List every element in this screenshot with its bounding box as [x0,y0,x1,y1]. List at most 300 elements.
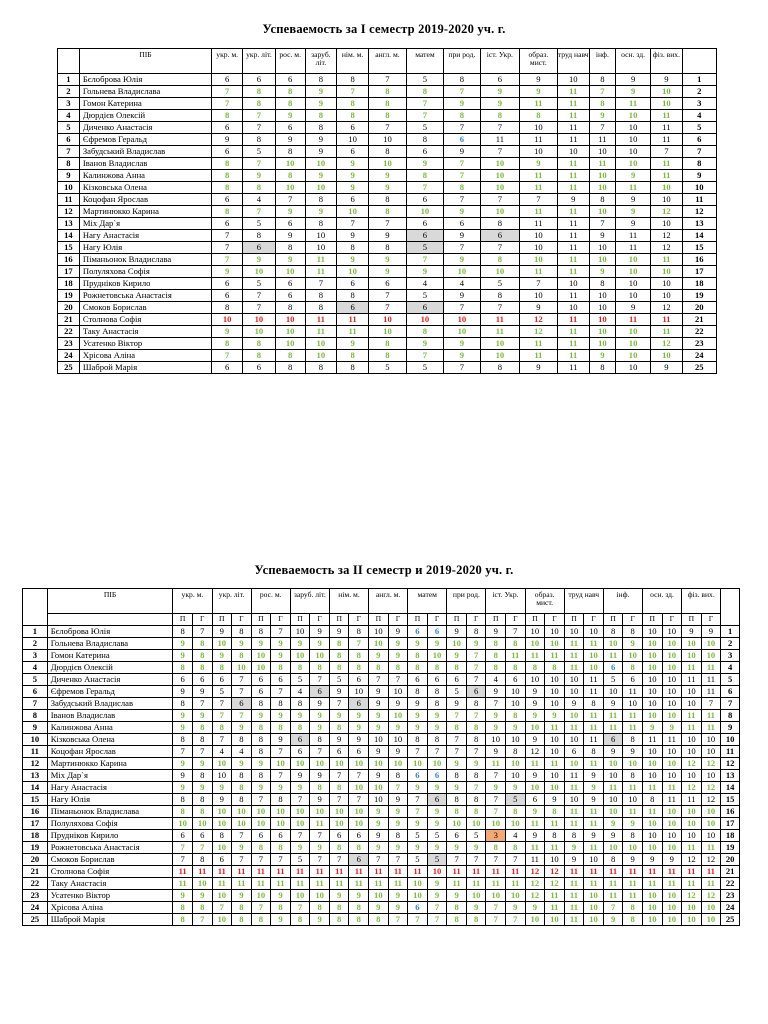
grade-cell: 11 [603,782,623,794]
header-subject: образ. мист. [520,49,557,74]
grade-cell: 11 [615,98,650,110]
grade-cell: 9 [173,722,193,734]
grade-cell: 7 [506,626,526,638]
grade-cell: 10 [545,782,565,794]
table-row [58,266,717,278]
grade-cell: 7 [701,698,721,710]
grade-cell: 10 [525,782,545,794]
grade-cell: 10 [603,758,623,770]
student-name: Таку Анастасія [47,878,173,890]
grade-cell: 11 [564,782,584,794]
grade-cell: 8 [212,302,243,314]
grade-cell: 9 [466,842,486,854]
grade-cell: 7 [329,698,349,710]
grade-cell: 10 [682,830,702,842]
grade-cell: 7 [466,782,486,794]
grade-cell: 10 [642,890,662,902]
table-row [23,746,740,758]
grade-cell: 8 [545,830,565,842]
grade-cell: 10 [466,818,486,830]
grade-cell: 7 [310,746,330,758]
grade-cell: 9 [310,626,330,638]
subheader-p: П [447,614,467,626]
grade-cell: 9 [310,914,330,926]
row-number: 18 [23,830,48,842]
grade-cell: 7 [243,122,275,134]
grade-cell: 11 [584,866,604,878]
table-row [23,734,740,746]
grade-cell: 8 [506,638,526,650]
grade-cell: 10 [290,818,310,830]
grade-cell: 11 [557,122,589,134]
grade-cell: 8 [447,794,467,806]
grade-cell: 9 [520,86,557,98]
table-row [58,242,717,254]
grade-cell: 9 [232,842,252,854]
grade-cell: 10 [651,194,682,206]
grade-cell: 7 [447,854,467,866]
grade-cell: 10 [369,326,406,338]
grade-cell: 11 [290,878,310,890]
grade-cell: 9 [349,710,369,722]
grade-cell: 8 [173,914,193,926]
grade-cell: 5 [290,674,310,686]
grade-cell: 12 [525,746,545,758]
grade-cell: 6 [232,698,252,710]
grade-cell: 9 [662,854,682,866]
grade-cell: 7 [444,194,480,206]
row-number: 22 [23,878,48,890]
student-name: Гомон Катерина [47,650,173,662]
grade-cell: 11 [212,878,232,890]
grade-cell: 7 [232,674,252,686]
subheader-g: Г [349,614,369,626]
grade-cell: 10 [271,818,291,830]
grade-cell: 9 [336,182,368,194]
grade-cell: 6 [369,278,406,290]
grade-cell: 8 [336,290,368,302]
grade-cell: 12 [701,794,721,806]
grade-cell: 11 [349,878,369,890]
grade-cell: 10 [349,806,369,818]
grade-cell: 8 [243,98,275,110]
grade-cell: 10 [329,818,349,830]
header-number [58,49,80,74]
grade-cell: 7 [329,770,349,782]
grade-cell: 8 [623,770,643,782]
grade-cell: 7 [232,710,252,722]
grade-cell: 11 [584,734,604,746]
grade-cell: 7 [271,854,291,866]
grade-cell: 10 [275,158,305,170]
grade-cell: 7 [243,302,275,314]
grade-cell: 7 [173,842,193,854]
grade-cell: 10 [623,698,643,710]
grade-cell: 10 [623,650,643,662]
grade-cell: 8 [271,842,291,854]
grade-cell: 10 [447,818,467,830]
grade-cell: 10 [545,638,565,650]
table-row [58,230,717,242]
table-row [58,86,717,98]
grade-cell: 6 [243,362,275,374]
grade-cell: 7 [349,770,369,782]
grade-cell: 9 [564,698,584,710]
grade-cell: 8 [329,842,349,854]
grade-cell: 11 [520,98,557,110]
grade-cell: 11 [701,674,721,686]
grade-cell: 7 [212,254,243,266]
grade-cell: 7 [212,698,232,710]
grade-cell: 7 [480,302,520,314]
table-row [23,830,740,842]
grade-cell: 10 [651,350,682,362]
grade-cell: 7 [212,98,243,110]
row-number: 11 [23,746,48,758]
grade-cell: 6 [427,770,447,782]
grade-cell: 9 [486,746,506,758]
grade-cell: 6 [349,698,369,710]
grade-cell: 6 [444,134,480,146]
subheader-g: Г [192,614,212,626]
grade-cell: 9 [486,710,506,722]
grade-cell: 10 [192,818,212,830]
subheader-p: П [290,614,310,626]
row-number-end: 8 [682,158,717,170]
grade-cell: 11 [329,866,349,878]
grade-cell: 10 [525,626,545,638]
grade-cell: 8 [349,842,369,854]
grade-cell: 10 [349,686,369,698]
grade-cell: 11 [584,806,604,818]
grade-cell: 11 [615,314,650,326]
row-number-end: 18 [721,830,740,842]
grade-cell: 10 [192,878,212,890]
row-number: 17 [58,266,80,278]
grade-cell: 8 [589,278,615,290]
row-number: 17 [23,818,48,830]
grade-cell: 7 [369,290,406,302]
grade-cell: 8 [480,254,520,266]
grade-cell: 10 [662,746,682,758]
grade-cell: 11 [701,878,721,890]
grade-cell: 9 [251,638,271,650]
grade-cell: 11 [662,866,682,878]
row-number: 20 [58,302,80,314]
grade-cell: 9 [192,782,212,794]
grade-cell: 5 [406,290,443,302]
grade-cell: 7 [486,794,506,806]
student-name: Диченко Анастасія [79,122,211,134]
grade-cell: 6 [212,362,243,374]
grade-cell: 9 [603,746,623,758]
grade-cell: 11 [564,890,584,902]
grade-cell: 9 [369,818,389,830]
grade-cell: 6 [447,674,467,686]
student-name: Бєлоброва Юлія [79,74,211,86]
grade-cell: 11 [557,170,589,182]
student-name: Дюрдієв Олексій [79,110,211,122]
grade-cell: 10 [662,758,682,770]
grade-cell: 6 [290,746,310,758]
grade-cell: 8 [388,770,408,782]
table-row [58,74,717,86]
grade-cell: 9 [623,854,643,866]
table-row [58,122,717,134]
grade-cell: 7 [336,218,368,230]
grade-cell: 8 [232,794,252,806]
grade-cell: 9 [701,626,721,638]
grade-cell: 7 [406,350,443,362]
grade-cell: 8 [603,854,623,866]
grade-cell: 10 [682,902,702,914]
grade-cell: 6 [427,626,447,638]
grade-cell: 11 [305,266,336,278]
grade-cell: 10 [682,650,702,662]
grade-cell: 6 [336,122,368,134]
grade-cell: 11 [520,134,557,146]
grade-cell: 11 [557,254,589,266]
grade-cell: 11 [520,218,557,230]
row-number-end: 3 [682,98,717,110]
grade-cell: 12 [545,866,565,878]
grade-cell: 7 [369,674,389,686]
grade-cell: 6 [275,290,305,302]
grade-cell: 9 [584,830,604,842]
grade-cell: 9 [545,794,565,806]
grade-cell: 8 [584,698,604,710]
grade-cell: 10 [243,314,275,326]
grade-cell: 8 [271,902,291,914]
row-number: 21 [58,314,80,326]
grade-cell: 9 [444,230,480,242]
student-name: Прудніков Кирило [79,278,211,290]
grade-cell: 9 [173,758,193,770]
grade-cell: 10 [427,650,447,662]
grade-cell: 8 [212,338,243,350]
row-number: 9 [23,722,48,734]
student-name: Усатенко Віктор [79,338,211,350]
grade-cell: 10 [212,890,232,902]
grade-cell: 10 [701,734,721,746]
grade-cell: 9 [623,746,643,758]
grade-cell: 9 [447,626,467,638]
grade-cell: 6 [271,674,291,686]
grade-cell: 10 [615,278,650,290]
grade-cell: 11 [584,878,604,890]
grade-cell: 10 [388,734,408,746]
grade-cell: 9 [615,86,650,98]
row-number-end: 17 [721,818,740,830]
grade-cell: 10 [615,266,650,278]
grade-cell: 10 [251,818,271,830]
grade-cell: 11 [557,230,589,242]
row-number-end: 5 [721,674,740,686]
grade-cell: 8 [506,806,526,818]
grade-cell: 9 [305,86,336,98]
grade-cell: 9 [584,794,604,806]
table-row [23,698,740,710]
grade-cell: 9 [466,758,486,770]
grade-cell: 8 [192,722,212,734]
grade-cell: 9 [408,722,428,734]
grade-cell: 10 [310,890,330,902]
header-row [58,49,717,74]
row-number: 15 [23,794,48,806]
grade-cell: 12 [682,782,702,794]
grade-cell: 11 [369,878,389,890]
grade-cell: 11 [623,890,643,902]
table-row [58,338,717,350]
grade-cell: 9 [486,626,506,638]
grade-cell: 10 [545,674,565,686]
grade-cell: 12 [682,854,702,866]
grade-cell: 8 [305,218,336,230]
grade-cell: 9 [192,686,212,698]
grade-cell: 7 [192,698,212,710]
grade-cell: 10 [642,902,662,914]
grade-cell: 12 [651,338,682,350]
grade-cell: 11 [310,878,330,890]
grade-cell: 10 [506,734,526,746]
grade-cell: 10 [290,758,310,770]
grade-cell: 9 [408,698,428,710]
grade-cell: 10 [545,698,565,710]
student-name: Полуляхова Софія [47,818,173,830]
grade-cell: 9 [480,98,520,110]
grade-cell: 10 [603,794,623,806]
grade-cell: 10 [212,842,232,854]
grade-cell: 10 [603,806,623,818]
grade-cell: 10 [271,806,291,818]
grade-cell: 8 [388,830,408,842]
grade-cell: 9 [243,170,275,182]
grade-cell: 11 [564,902,584,914]
grade-cell: 9 [427,878,447,890]
grade-cell: 11 [545,902,565,914]
grade-cell: 11 [525,758,545,770]
grade-cell: 9 [329,686,349,698]
grade-cell: 9 [520,158,557,170]
grade-cell: 9 [369,266,406,278]
table-row [23,686,740,698]
grade-cell: 8 [447,662,467,674]
grade-cell: 11 [623,806,643,818]
grade-cell: 9 [310,770,330,782]
grade-cell: 11 [682,710,702,722]
grade-cell: 7 [444,158,480,170]
student-name: Іванов Владислав [79,158,211,170]
grade-cell: 12 [651,242,682,254]
grade-cell: 8 [212,170,243,182]
grade-cell: 8 [305,290,336,302]
grade-cell: 11 [662,878,682,890]
grade-cell: 6 [212,194,243,206]
grade-cell: 6 [525,794,545,806]
row-number-end: 14 [682,230,717,242]
grade-cell: 10 [682,686,702,698]
grade-cell: 9 [388,638,408,650]
grade-cell: 9 [603,914,623,926]
grade-cell: 11 [336,326,368,338]
grade-cell: 11 [545,722,565,734]
grade-cell: 11 [545,758,565,770]
student-name: Рожнетовська Анастасія [47,842,173,854]
grade-cell: 10 [520,242,557,254]
row-number-end: 6 [682,134,717,146]
grade-cell: 7 [480,122,520,134]
grade-cell: 9 [275,110,305,122]
row-number-end: 24 [721,902,740,914]
grade-cell: 11 [557,98,589,110]
grade-cell: 5 [369,362,406,374]
grade-cell: 9 [427,722,447,734]
grade-cell: 6 [336,302,368,314]
grade-cell: 10 [388,686,408,698]
grade-cell: 8 [243,182,275,194]
grade-cell: 8 [408,662,428,674]
grade-cell: 10 [336,206,368,218]
grade-cell: 6 [603,734,623,746]
row-number-end: 19 [682,290,717,302]
grade-cell: 10 [623,758,643,770]
grade-cell: 9 [615,170,650,182]
grade-cell: 11 [525,854,545,866]
grade-cell: 8 [506,662,526,674]
grade-cell: 7 [406,182,443,194]
grade-cell: 11 [564,806,584,818]
grade-cell: 9 [336,254,368,266]
grade-cell: 10 [589,242,615,254]
grade-cell: 8 [305,362,336,374]
grade-cell: 10 [486,734,506,746]
grade-cell: 7 [251,794,271,806]
grade-cell: 10 [480,350,520,362]
grade-cell: 7 [271,746,291,758]
grade-cell: 9 [615,206,650,218]
grade-cell: 8 [427,734,447,746]
grade-cell: 8 [349,626,369,638]
grade-cell: 8 [369,194,406,206]
grade-cell: 9 [212,626,232,638]
grade-cell: 6 [408,770,428,782]
grade-cell: 10 [557,146,589,158]
grade-cell: 9 [427,638,447,650]
grade-cell: 11 [557,86,589,98]
grade-cell: 7 [192,746,212,758]
row-number: 14 [23,782,48,794]
grade-cell: 9 [173,782,193,794]
grade-cell: 8 [336,98,368,110]
grade-cell: 11 [651,158,682,170]
grade-cell: 6 [466,686,486,698]
grade-cell: 9 [557,194,589,206]
grade-cell: 8 [349,662,369,674]
grade-cell: 8 [486,650,506,662]
semester-2-grades-table [22,588,740,926]
grade-cell: 11 [564,866,584,878]
grade-cell: 10 [369,638,389,650]
grade-cell: 10 [557,278,589,290]
grade-cell: 9 [275,230,305,242]
grade-cell: 9 [173,650,193,662]
grade-cell: 10 [651,182,682,194]
row-number: 9 [58,170,80,182]
grade-cell: 8 [623,914,643,926]
grade-cell: 9 [388,722,408,734]
grade-cell: 7 [408,806,428,818]
header-subject: англ. м. [369,589,408,614]
